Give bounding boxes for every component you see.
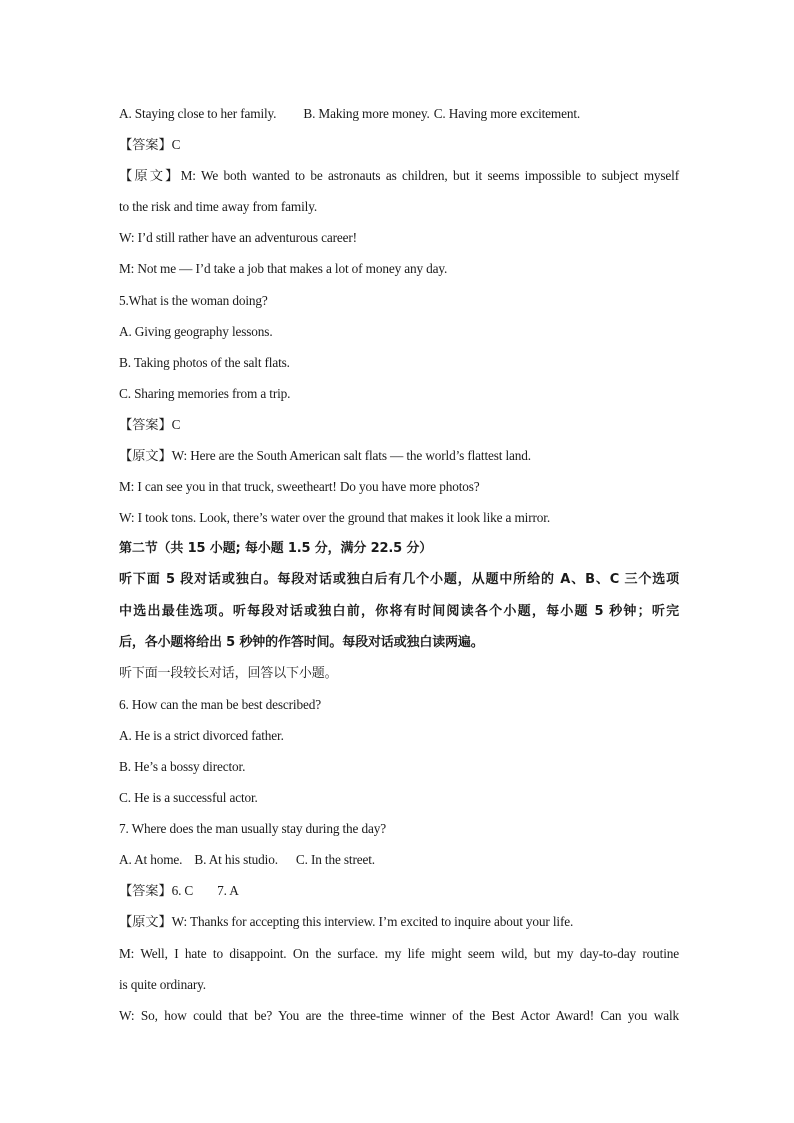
q7-answer: 7. A [217,883,239,899]
q6-answer: 【答案】6. C [119,883,194,899]
q4-answer: 【答案】C [119,137,181,153]
q67-answer [119,875,679,906]
q5-transcript-line-3: W: I took tons. Look, there’s water over the ground that makes it look like a mirror. [119,510,550,526]
q5-option-a: A. Giving geography lessons. [119,323,273,339]
q4-option-a: A. Staying close to her family. [119,106,277,121]
q67-transcript-line-3: is quite ordinary. [119,976,206,992]
q7-option-b: B. At his studio. [194,852,278,868]
q67-transcript-line-2: M: Well, I hate to disappoint. On the surface. my life might seem wild, but my day-to-day routine [119,945,679,961]
q5-question: 5.What is the woman doing? [119,292,268,308]
q4-transcript-line-1: 【原文】M: We both wanted to be astronauts as children, but it seems impossible to subject myself [119,168,679,184]
q5-answer: 【答案】C [119,416,181,432]
q6-option-b: B. He’s a bossy director. [119,758,246,774]
q5-option-c: C. Sharing memories from a trip. [119,385,291,401]
q5-transcript-line-1: 【原文】W: Here are the South American salt flats — the world’s flattest land. [119,448,531,464]
q4-option-b: B. Making more money. [303,106,430,121]
q6-option-c: C. He is a successful actor. [119,790,258,806]
q4-option-c: C. Having more excitement. [433,106,581,121]
q7-options [119,844,679,875]
q6-question: 6. How can the man be best described? [119,696,321,712]
section2-instructions-line-1: 听下面 5 段对话或独白。每段对话或独白后有几个小题，从题中所给的 A、B、C 三个选项 [119,572,679,588]
q67-transcript-line-4: W: So, how could that be? You are the three-time winner of the Best Actor Award! Can you walk [119,1007,679,1023]
section2-instructions-line-2: 中选出最佳选项。听每段对话或独白前，你将有时间阅读各个小题，每小题 5 秒钟；听完 [119,603,679,619]
section2-intro: 听下面一段较长对话，回答以下小题。 [119,665,338,681]
q6-option-a: A. He is a strict divorced father. [119,727,284,743]
q4-options [119,98,679,129]
q7-option-a: A. At home. [119,852,183,868]
q5-transcript-line-2: M: I can see you in that truck, sweetheart! Do you have more photos? [119,479,480,495]
q7-option-c: C. In the street. [295,852,375,868]
q4-transcript-line-3: W: I’d still rather have an adventurous career! [119,230,357,246]
q7-question: 7. Where does the man usually stay during the day? [119,821,386,837]
section2-heading: 第二节（共 15 小题; 每小题 1.5 分，满分 22.5 分） [119,541,433,557]
document-page [119,98,679,1031]
q5-option-b: B. Taking photos of the salt flats. [119,354,290,370]
q4-transcript-line-4: M: Not me — I’d take a job that makes a lot of money any day. [119,261,448,277]
q4-transcript-line-2: to the risk and time away from family. [119,199,318,215]
section2-instructions-line-3: 后，各小题将给出 5 秒钟的作答时间。每段对话或独白读两遍。 [119,634,484,650]
q67-transcript-line-1: 【原文】W: Thanks for accepting this interview. I’m excited to inquire about your life. [119,914,574,930]
